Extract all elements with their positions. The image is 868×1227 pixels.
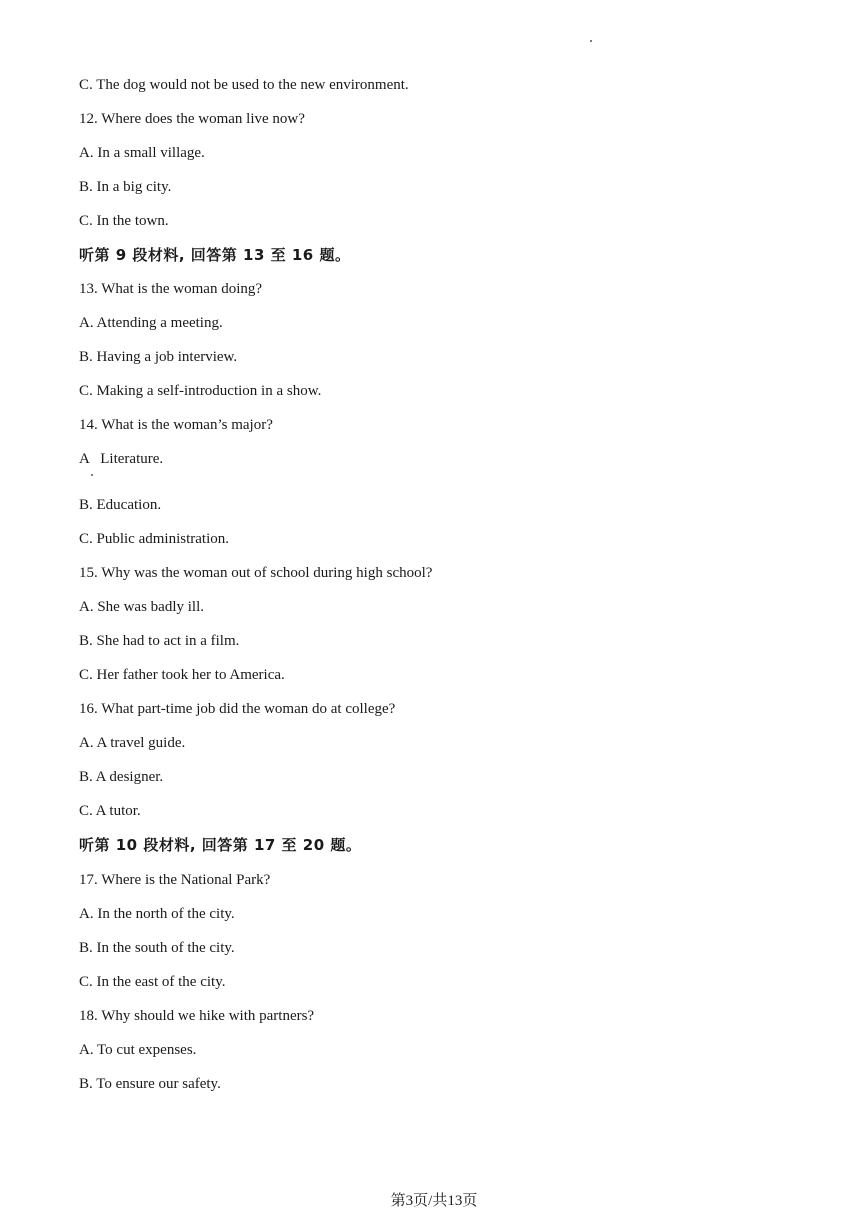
option-17a: A. In the north of the city. [79, 906, 235, 922]
option-15b: B. She had to act in a film. [79, 633, 240, 649]
option-15c: C. Her father took her to America. [79, 667, 285, 683]
scan-speck [91, 474, 93, 476]
option-11c: C. The dog would not be used to the new environment. [79, 77, 409, 93]
option-16b: B. A designer. [79, 769, 164, 785]
page-number-footer: 第3页/共13页 [390, 1193, 478, 1209]
section-heading-9: 听第 9 段材料, 回答第 13 至 16 题。 [79, 246, 351, 264]
option-13a: A. Attending a meeting. [79, 315, 223, 331]
question-15: 15. Why was the woman out of school during high school? [79, 565, 433, 581]
scan-speck [590, 40, 592, 42]
option-13b: B. Having a job interview. [79, 349, 238, 365]
option-14c: C. Public administration. [79, 531, 229, 547]
option-16c: C. A tutor. [79, 803, 141, 819]
section-heading-10: 听第 10 段材料, 回答第 17 至 20 题。 [79, 836, 362, 854]
option-12a: A. In a small village. [79, 145, 205, 161]
option-17b: B. In the south of the city. [79, 940, 235, 956]
option-18a: A. To cut expenses. [79, 1042, 197, 1058]
option-17c: C. In the east of the city. [79, 974, 226, 990]
question-17: 17. Where is the National Park? [79, 872, 271, 888]
question-18: 18. Why should we hike with partners? [79, 1008, 315, 1024]
option-14b: B. Education. [79, 497, 162, 513]
option-14a: A Literature. [79, 451, 164, 467]
question-16: 16. What part-time job did the woman do at college? [79, 701, 396, 717]
option-18b: B. To ensure our safety. [79, 1076, 221, 1092]
option-16a: A. A travel guide. [79, 735, 186, 751]
option-15a: A. She was badly ill. [79, 599, 204, 615]
question-12: 12. Where does the woman live now? [79, 111, 305, 127]
option-12b: B. In a big city. [79, 179, 172, 195]
option-12c: C. In the town. [79, 213, 169, 229]
question-14: 14. What is the woman’s major? [79, 417, 273, 433]
question-13: 13. What is the woman doing? [79, 281, 263, 297]
option-13c: C. Making a self-introduction in a show. [79, 383, 322, 399]
